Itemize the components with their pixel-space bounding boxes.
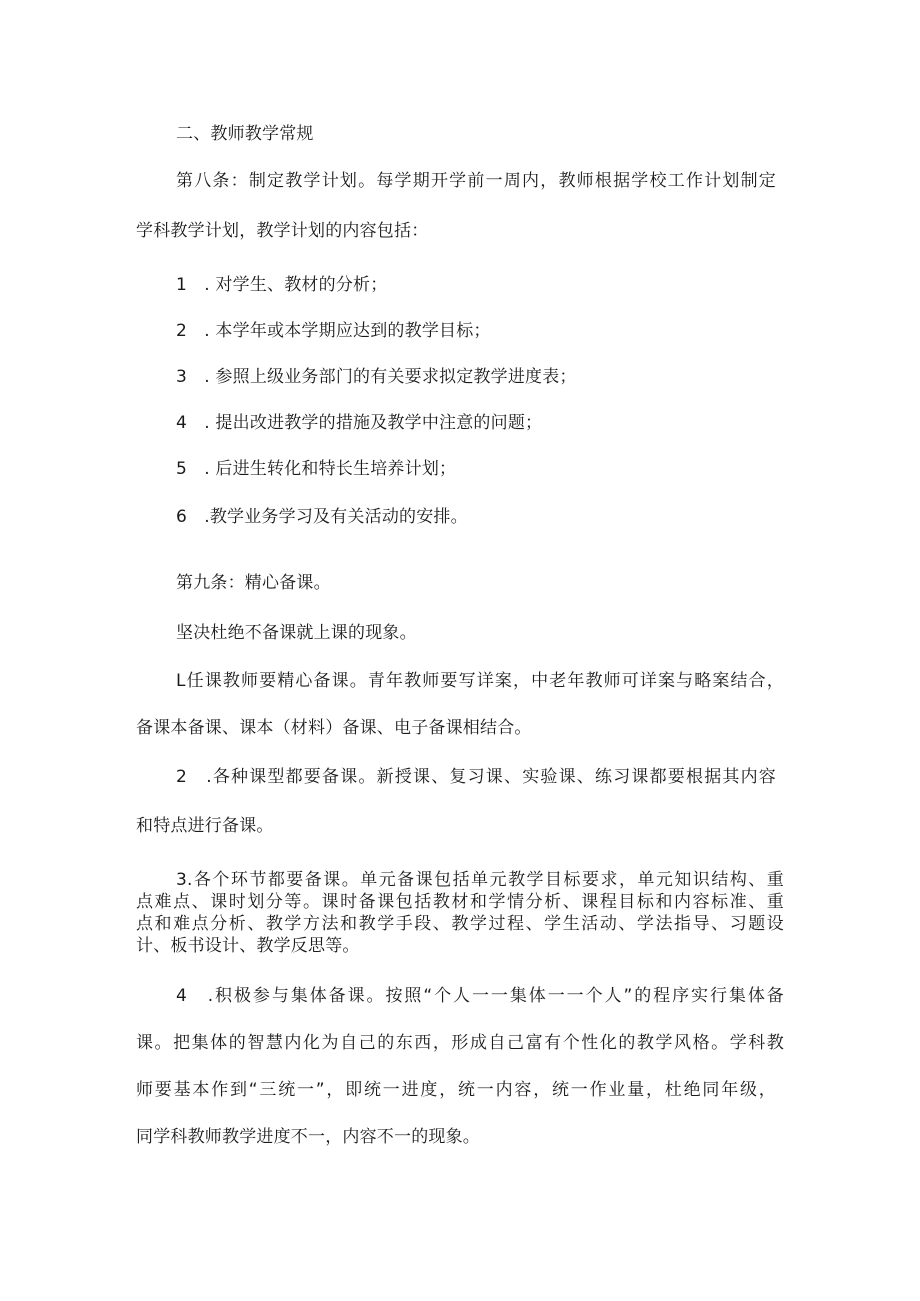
article-9-p1-line-1: L任课教师要精心备课。青年教师要写详案，中老年教师可详案与略案结合，: [176, 671, 784, 691]
plan-item-1: 1 . 对学生、教材的分析；: [176, 275, 388, 295]
plan-item-6: 6 .教学业务学习及有关活动的安排。: [176, 507, 468, 527]
article-8-line-2: 学科教学计划，教学计划的内容包括：: [136, 221, 429, 241]
plan-item-4: 4 . 提出改进教学的措施及教学中注意的问题；: [176, 413, 543, 433]
article-9-intro: 坚决杜绝不备课就上课的现象。: [176, 623, 417, 643]
article-9-p3-line-1: 3.各个环节都要备课。单元备课包括单元教学目标要求，单元知识结构、重: [176, 870, 784, 890]
article-9-p2-line-1: 2 .各种课型都要备课。新授课、复习课、实验课、练习课都要根据其内容: [176, 767, 776, 787]
article-9-p3-line-3: 点和难点分析、教学方法和教学手段、教学过程、学生活动、学法指导、习题设: [136, 914, 784, 934]
section-heading: 二、教师教学常规: [176, 124, 314, 144]
plan-item-3: 3 . 参照上级业务部门的有关要求拟定教学进度表；: [176, 367, 577, 387]
article-9-title: 第九条：精心备课。: [176, 573, 331, 593]
article-9-p3-line-2: 点难点、课时划分等。课时备课包括教材和学情分析、课程目标和内容标准、重: [136, 892, 784, 912]
article-8-line-1: 第八条：制定教学计划。每学期开学前一周内，教师根据学校工作计划制定: [176, 171, 776, 191]
article-9-p4-line-4: 同学科教师教学进度不一，内容不一的现象。: [136, 1127, 480, 1147]
article-9-p4-line-3: 师要基本作到“三统一”，即统一进度，统一内容，统一作业量，杜绝同年级，: [136, 1080, 776, 1100]
article-9-p2-line-2: 和特点进行备课。: [136, 816, 274, 836]
plan-item-2: 2 . 本学年或本学期应达到的教学目标；: [176, 321, 491, 341]
article-9-p4-line-2: 课。把集体的智慧内化为自己的东西，形成自己富有个性化的教学风格。学科教: [136, 1033, 784, 1053]
article-9-p4-line-1: 4 .积极参与集体备课。按照“个人一一集体一一个人”的程序实行集体备: [176, 986, 784, 1006]
article-9-p1-line-2: 备课本备课、课本（材料）备课、电子备课相结合。: [136, 718, 532, 738]
article-9-p3-line-4: 计、板书设计、教学反思等。: [136, 936, 360, 956]
plan-item-5: 5 . 后进生转化和特长生培养计划；: [176, 459, 457, 479]
